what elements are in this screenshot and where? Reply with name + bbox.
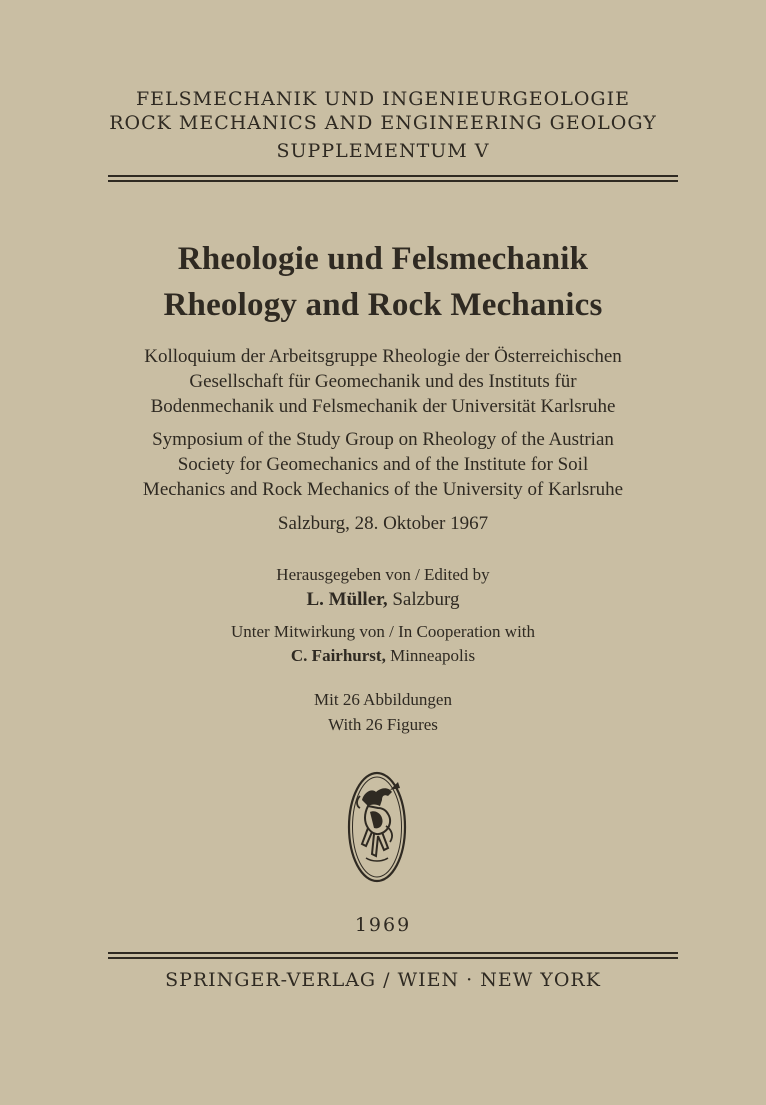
cooperation-label: Unter Mitwirkung von / In Cooperation with — [230, 622, 536, 641]
publisher: SPRINGER-VERLAG / WIEN · NEW YORK — [165, 969, 601, 991]
editor-name: L. Müller, — [306, 589, 388, 610]
series-title-english: ROCK MECHANICS AND ENGINEERING GEOLOGY — [109, 112, 657, 134]
editor-credit — [0, 587, 766, 612]
figures-english: With 26 Figures — [328, 715, 438, 734]
publication-year: 1969 — [354, 914, 412, 936]
title-english: Rheology and Rock Mechanics — [163, 287, 603, 323]
colloquium-line: Gesellschaft für Geomechanik und des Instituts für — [189, 371, 577, 392]
cooperation-credit — [0, 645, 766, 667]
series-title-german: FELSMECHANIK UND INGENIEURGEOLOGIE — [136, 88, 630, 110]
colloquium-line: Bodenmechanik und Felsmechanik der Universität Karlsruhe — [150, 396, 616, 417]
editor-label: Herausgegeben von / Edited by — [276, 565, 490, 584]
colloquium-line: Kolloquium der Arbeitsgruppe Rheologie der Österreichischen — [144, 346, 622, 367]
figures-german: Mit 26 Abbildungen — [314, 690, 452, 709]
header-rule-bottom — [108, 180, 678, 182]
cooperation-name: C. Fairhurst, — [290, 646, 386, 665]
symposium-line: Mechanics and Rock Mechanics of the University of Karlsruhe — [142, 479, 624, 500]
editor-place: Salzburg — [392, 589, 460, 610]
symposium-line: Society for Geomechanics and of the Institute for Soil — [177, 454, 589, 475]
header-rule-top — [108, 175, 678, 177]
symposium-line: Symposium of the Study Group on Rheology of the Austrian — [152, 429, 614, 450]
footer-rule-top — [108, 952, 678, 954]
date-place: Salzburg, 28. Oktober 1967 — [277, 513, 489, 534]
footer-rule-bottom — [108, 957, 678, 959]
title-german: Rheologie und Felsmechanik — [177, 241, 589, 277]
series-supplement: SUPPLEMENTUM V — [276, 140, 490, 162]
springer-knight-logo-icon — [346, 770, 408, 884]
cooperation-place: Minneapolis — [390, 646, 476, 665]
